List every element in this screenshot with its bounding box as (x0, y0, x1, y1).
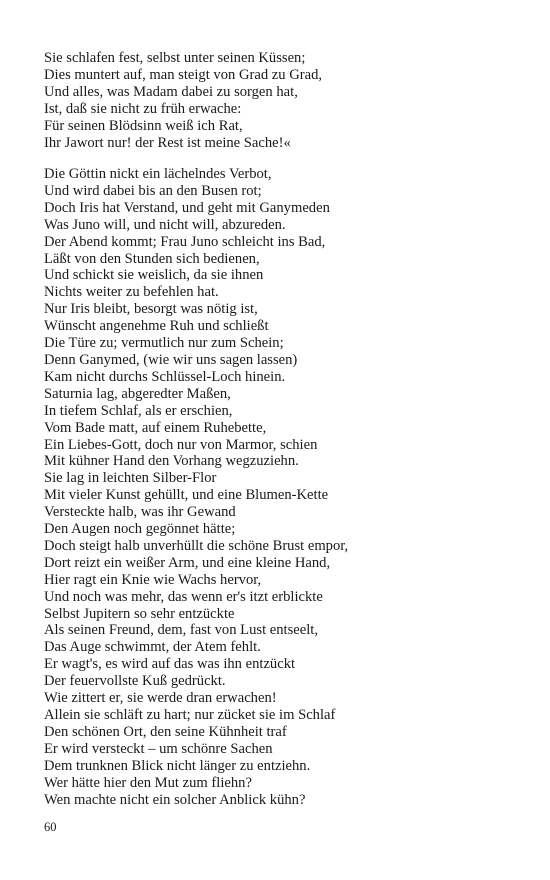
poem-line: In tiefem Schlaf, als er erschien, (44, 402, 233, 419)
poem-line: Nur Iris bleibt, besorgt was nötig ist, (44, 301, 258, 318)
poem-line: Ihr Jawort nur! der Rest ist meine Sache!« (44, 134, 291, 151)
poem-line: Der feuervollste Kuß gedrückt. (44, 673, 226, 690)
poem-line: Was Juno will, und nicht will, abzureden. (44, 216, 286, 233)
poem-line: Der Abend kommt; Frau Juno schleicht ins Bad, (44, 233, 326, 250)
poem-stanza-2 (44, 166, 348, 808)
poem-line: Doch steigt halb unverhüllt die schöne Brust empor, (44, 537, 349, 554)
poem-line: Er wird versteckt – um schönre Sachen (44, 740, 273, 757)
poem-line: Doch Iris hat Verstand, und geht mit Ganymeden (44, 199, 330, 216)
poem-line: Und wird dabei bis an den Busen rot; (44, 182, 262, 199)
poem-line: Und schickt sie weislich, da sie ihnen (44, 267, 264, 284)
poem-line: Wünscht angenehme Ruh und schließt (44, 318, 269, 335)
poem-line: Nichts weiter zu befehlen hat. (44, 284, 219, 301)
poem-line: Die Göttin nickt ein lächelndes Verbot, (44, 166, 272, 182)
poem-line: Und noch was mehr, das wenn er's itzt erblickte (44, 588, 323, 605)
poem-line: Wen machte nicht ein solcher Anblick kühn? (44, 791, 306, 808)
poem-line: Mit kühner Hand den Vorhang wegzuziehn. (44, 453, 299, 470)
poem-line: Den Augen noch gegönnet hätte; (44, 521, 236, 538)
poem-line: Läßt von den Stunden sich bedienen, (44, 250, 260, 267)
poem-line: Und alles, was Madam dabei zu sorgen hat, (44, 83, 298, 100)
poem-line: Sie lag in leichten Silber-Flor (44, 470, 217, 487)
poem-line: Selbst Jupitern so sehr entzückte (44, 605, 235, 622)
poem-line: Vom Bade matt, auf einem Ruhebette, (44, 419, 267, 436)
poem-line: Ein Liebes-Gott, doch nur von Marmor, schien (44, 436, 318, 453)
poem-line: Er wagt's, es wird auf das was ihn entzückt (44, 656, 296, 673)
poem-line: Saturnia lag, abgeredter Maßen, (44, 385, 231, 402)
poem-line: Allein sie schläft zu hart; nur zücket sie im Schlaf (44, 707, 336, 723)
poem-line: Denn Ganymed, (wie wir uns sagen lassen) (44, 351, 298, 368)
poem-line: Für seinen Blödsinn weiß ich Rat, (44, 117, 243, 134)
page-number: 60 (44, 820, 57, 834)
poem-line: Dem trunknen Blick nicht länger zu entziehn. (44, 757, 311, 774)
poem-line: Das Auge schwimmt, der Atem fehlt. (44, 639, 261, 656)
poem-line: Dies muntert auf, man steigt von Grad zu Grad, (44, 66, 323, 83)
poem-line: Hier ragt ein Knie wie Wachs hervor, (44, 571, 262, 588)
poem-line: Den schönen Ort, den seine Kühnheit traf (44, 723, 287, 740)
poem-line: Mit vieler Kunst gehüllt, und eine Blumen-Kette (44, 487, 329, 504)
poem-line: Sie schlafen fest, selbst unter seinen Küssen; (44, 50, 306, 66)
poem-line: Ist, daß sie nicht zu früh erwache: (44, 100, 242, 117)
poem-line: Als seinen Freund, dem, fast von Lust entseelt, (44, 622, 318, 639)
poem-line: Die Türe zu; vermutlich nur zum Schein; (44, 335, 284, 352)
poem-line: Wie zittert er, sie werde dran erwachen! (44, 690, 277, 707)
poem-line: Versteckte halb, was ihr Gewand (44, 504, 236, 521)
poem-stanza-1 (44, 50, 322, 151)
poem-line: Dort reizt ein weißer Arm, und eine kleine Hand, (44, 554, 331, 571)
poem-line: Wer hätte hier den Mut zum fliehn? (44, 774, 252, 791)
poem-line: Kam nicht durchs Schlüssel-Loch hinein. (44, 368, 286, 385)
